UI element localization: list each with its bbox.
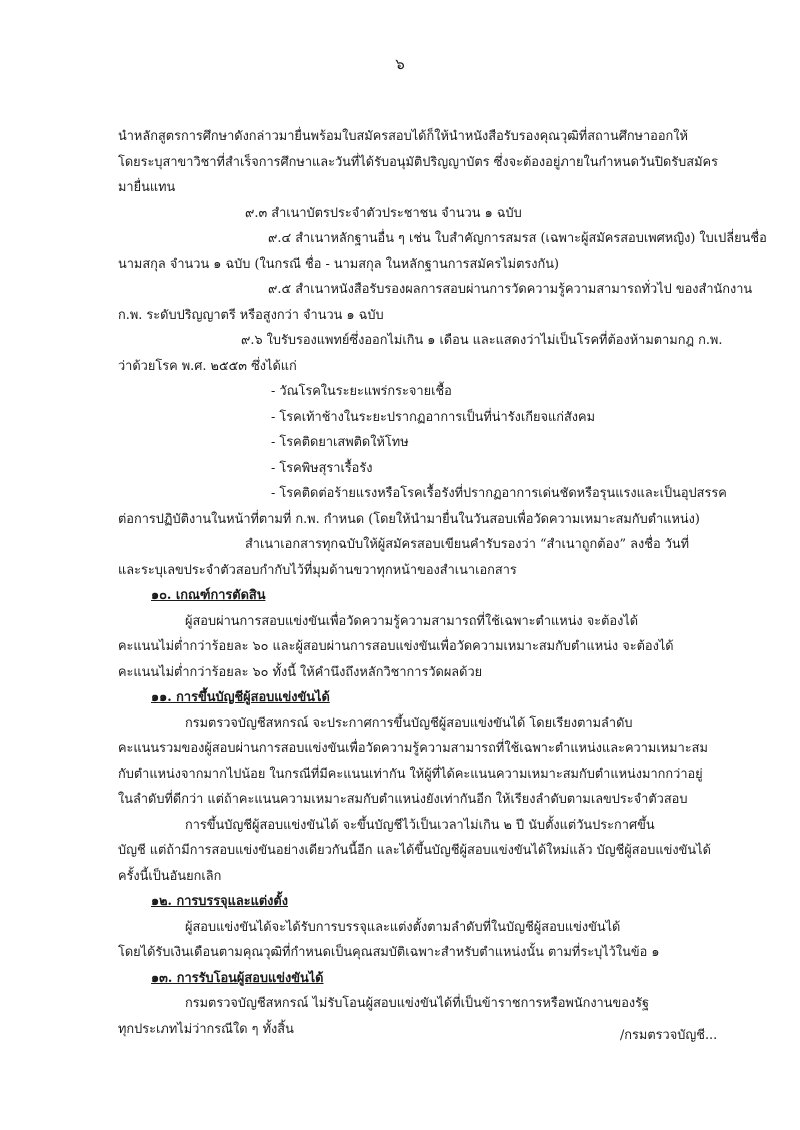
section-heading-text: ๑๐. เกณฑ์การตัดสิน: [151, 588, 266, 603]
text-line: ผู้สอบแข่งขันได้จะได้รับการบรรจุและแต่งตั้งตามลำดับที่ในบัญชีผู้สอบแข่งขันได้: [185, 919, 621, 935]
text-line: - โรคเท้าช้างในระยะปรากฏอาการเป็นที่น่ารังเกียจแก่สังคม: [271, 409, 596, 425]
text-line: คะแนนไม่ต่ำกว่าร้อยละ ๖๐ ทั้งนี้ ให้คำนึงถึงหลักวิชาการวัดผลด้วย: [118, 664, 483, 680]
section-heading-text: ๑๒. การบรรจุและแต่งตั้ง: [151, 894, 288, 909]
section-heading-text: ๑๓. การรับโอนผู้สอบแข่งขันได้: [151, 970, 324, 986]
text-line: ๙.๔ สำเนาหลักฐานอื่น ๆ เช่น ใบสำคัญการสมรส (เฉพาะผู้สมัครสอบเพศหญิง) ใบเปลี่ยนชื่อ: [268, 231, 767, 246]
text-line: และระบุเลขประจำตัวสอบกำกับไว้ที่มุมด้านขวาทุกหน้าของสำเนาเอกสาร: [118, 562, 517, 578]
text-line: กับตำแหน่งจากมากไปน้อย ในกรณีที่มีคะแนนเท่ากัน ให้ผู้ที่ได้คะแนนความเหมาะสมกับตำแหน่งมากกว่าอยู่: [118, 766, 703, 782]
text-line: กรมตรวจบัญชีสหกรณ์ ไม่รับโอนผู้สอบแข่งขันได้ที่เป็นข้าราชการหรือพนักงานของรัฐ: [185, 996, 650, 1011]
text-line: โดยระบุสาขาวิชาที่สำเร็จการศึกษาและวันที่ได้รับอนุมัติปริญญาบัตร ซึ่งจะต้องอยู่ภายในกำหนดวันปิดรับสมัคร: [118, 154, 718, 170]
text-line: บัญชี แต่ถ้ามีการสอบแข่งขันอย่างเดียวกันนี้อีก และได้ขึ้นบัญชีผู้สอบแข่งขันได้ใหม่แล้ว บัญชีผู้สอบแข่งขันได้: [118, 843, 711, 858]
text-line: สำเนาเอกสารทุกฉบับให้ผู้สมัครสอบเขียนคำรับรองว่า “สำเนาถูกต้อง” ลงชื่อ วันที่: [245, 537, 690, 552]
text-line: ๙.๓ สำเนาบัตรประจำตัวประชาชน จำนวน ๑ ฉบับ: [245, 205, 522, 221]
text-line: กรมตรวจบัญชีสหกรณ์ จะประกาศการขึ้นบัญชีผู้สอบแข่งขันได้ โดยเรียงตามลำดับ: [185, 715, 633, 731]
text-line: - โรคติดยาเสพติดให้โทษ: [271, 435, 409, 450]
text-line: - โรคพิษสุราเรื้อรัง: [271, 460, 373, 476]
text-line: คะแนนไม่ต่ำกว่าร้อยละ ๖๐ และผู้สอบผ่านการสอบแข่งขันเพื่อวัดความเหมาะสมกับตำแหน่ง จะต้องได้: [118, 639, 674, 654]
text-line: ๙.๕ สำเนาหนังสือรับรองผลการสอบผ่านการวัดความรู้ความสามารถทั่วไป ของสำนักงาน: [268, 282, 753, 297]
section-heading: [118, 966, 684, 992]
text-line: ทุกประเภทไม่ว่ากรณีใด ๆ ทั้งสิ้น: [118, 1021, 294, 1037]
section-heading: [118, 583, 684, 609]
text-line: ๙.๖ ใบรับรองแพทย์ซึ่งออกไม่เกิน ๑ เดือน และแสดงว่าไม่เป็นโรคที่ต้องห้ามตามกฎ ก.พ.: [241, 333, 723, 348]
text-line: โดยได้รับเงินเดือนตามคุณวุฒิที่กำหนดเป็นคุณสมบัติเฉพาะสำหรับตำแหน่งนั้น ตามที่ระบุไว้ในข้อ ๑: [118, 945, 660, 960]
document-body: [118, 124, 767, 1042]
text-line: - โรคติดต่อร้ายแรงหรือโรคเรื้อรังที่ปรากฏอาการเด่นชัดหรือรุนแรงและเป็นอุปสรรค: [271, 486, 727, 501]
section-heading: [118, 889, 684, 915]
text-line: ต่อการปฏิบัติงานในหน้าที่ตามที่ ก.พ. กำหนด (โดยให้นำมายื่นในวันสอบเพื่อวัดความเหมาะสมกับตำแหน่ง): [118, 511, 700, 527]
text-line: นามสกุล จำนวน ๑ ฉบับ (ในกรณี ชื่อ - นามสกุล ในหลักฐานการสมัครไม่ตรงกัน): [118, 256, 560, 272]
text-line: ว่าด้วยโรค พ.ศ. ๒๕๕๓ ซึ่งได้แก่: [118, 358, 297, 374]
text-line: คะแนนรวมของผู้สอบผ่านการสอบแข่งขันเพื่อวัดความรู้ความสามารถที่ใช้เฉพาะตำแหน่งและความเหมาะสม: [118, 741, 708, 756]
text-line: นำหลักสูตรการศึกษาดังกล่าวมายื่นพร้อมใบสมัครสอบได้ก็ให้นำหนังสือรับรองคุณวุฒิที่สถานศึกษาออกให้: [118, 129, 688, 144]
text-line: การขึ้นบัญชีผู้สอบแข่งขันได้ จะขึ้นบัญชีไว้เป็นเวลาไม่เกิน ๒ ปี นับตั้งแต่วันประกาศขึ้น: [185, 817, 655, 833]
section-heading: [118, 685, 684, 711]
section-heading-text: ๑๑. การขึ้นบัญชีผู้สอบแข่งขันได้: [151, 690, 330, 705]
continuation-note: /กรมตรวจบัญชี...: [620, 1028, 718, 1043]
text-line: ก.พ. ระดับปริญญาตรี หรือสูงกว่า จำนวน ๑ ฉบับ: [118, 307, 384, 323]
text-line: มายื่นแทน: [118, 180, 176, 195]
text-line: ผู้สอบผ่านการสอบแข่งขันเพื่อวัดความรู้ความสามารถที่ใช้เฉพาะตำแหน่ง จะต้องได้: [185, 613, 639, 629]
text-line: - วัณโรคในระยะแพร่กระจายเชื้อ: [271, 384, 452, 399]
text-line: ครั้งนี้เป็นอันยกเลิก: [118, 868, 222, 884]
page-number: ๖: [395, 55, 405, 73]
text-line: ในลำดับที่ดีกว่า แต่ถ้าคะแนนความเหมาะสมกับตำแหน่งยังเท่ากันอีก ให้เรียงลำดับตามเลขประจำตัวสอบ: [118, 792, 688, 807]
